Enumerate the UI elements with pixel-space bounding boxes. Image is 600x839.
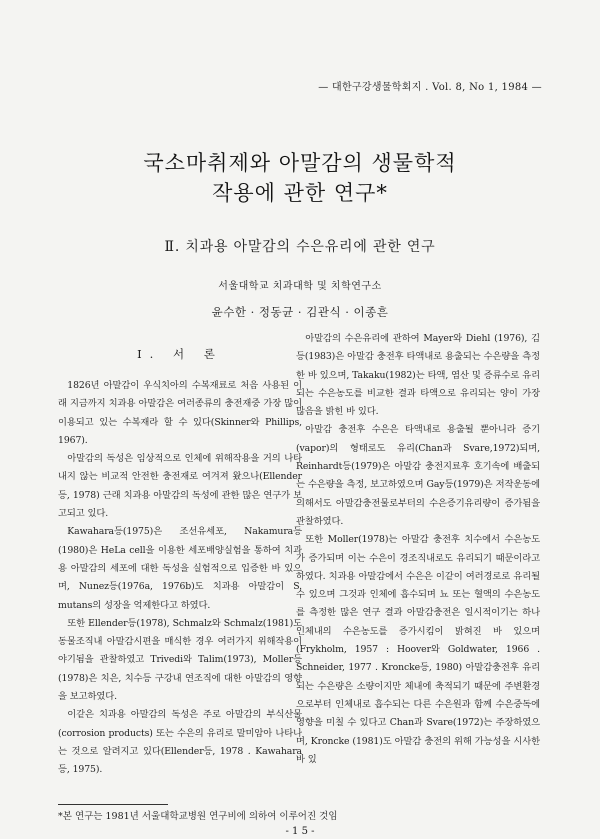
left-column	[58, 377, 302, 780]
journal-header: — 대한구강생물학회지 . Vol. 8, No 1, 1984 —	[318, 82, 542, 93]
paragraph: 이같은 치과용 아말감의 독성은 주로 아말감의 부식산물(corrosion products) 또는 수은의 유리로 말미암아 나타나는 것으로 알려지고 있다(Ellender등, 1978 . Kawahara등, 1975).	[58, 709, 302, 776]
paragraph: Kawahara등(1975)은 조선유세포, Nakamura등(1980)은 HeLa cell을 이용한 세포배양실험을 통하여 치과용 아말감의 세포에 대한 독성을 실험적으로 입증한 바 있으며, Nunez등(1976a, 1976b)도 치과용 아말감이 S. mutans의 성장을 억제한다고 하였다.	[58, 526, 302, 611]
paragraph: 아말감의 수은유리에 관하여 Mayer와 Diehl (1976), 김등(1983)은 아말감 충전후 타액내로 용출되는 수은량을 측정한 바 있으며, Takaku(1982)는 타액, 염산 및 증류수로 유리되는 수은농도를 비교한 결과 타액으로 유리되는 양이 가장 많음을 밝힌 바 있다.	[296, 333, 540, 418]
title-line-1: 국소마취제와 아말감의 생물학적	[143, 151, 457, 175]
authors: 윤수한 · 정동균 · 김관식 · 이종흔	[211, 305, 389, 319]
right-column	[296, 330, 540, 769]
page-number: - 1 5 -	[285, 826, 315, 837]
paragraph: 또한 Moller(1978)는 아말감 충전후 치수에서 수은농도가 증가되며 이는 수은이 경조직내로도 유리되기 때문이라고 하였다. 치과용 아말감에서 수은은 이같이 여러경로로 유리될 수 있으며 그것과 인체에 흡수되며 뇨 또는 혈액의 수은농도를 측정한 많은 연구 결과 아말감충전은 일시적이기는 하나 인체내의 수은농도를 증가시킴이 밝혀진 바 있으며(Frykholm, 1957 : Hoover와 Goldwater, 1966 . Schneider, 1977 . Kroncke등, 1980) 아말감충전후 유리되는 수은량은 소량이지만 체내에 축적되기 때문에 주변환경으로부터 인체내로 흡수되는 다른 수은원과 함께 수은중독에 영향을 미칠 수 있다고 Chan과 Svare(1972)는 주장하였으며, Kroncke (1981)도 아말감 충전의 위해 가능성을 시사한 바 있	[296, 534, 540, 765]
paper-subtitle: Ⅱ. 치과용 아말감의 수은유리에 관한 연구	[164, 239, 436, 255]
paragraph: 또한 Ellender등(1978), Schmalz와 Schmalz(1981)도 동물조직내 아말감시편을 매식한 경우 여러가지 위해작용이 야기됨을 관찰하였고 Trivedi와 Talim(1973), Moller등(1978)은 치은, 치수등 구강내 연조직에 대한 아말감의 영향을 보고하였다.	[58, 617, 302, 703]
title-line-2: 작용에 관한 연구*	[212, 181, 388, 205]
paper-title	[0, 148, 600, 208]
footnote-rule	[58, 804, 168, 805]
paragraph: 1826년 아말감이 우식치아의 수복재료로 처음 사용된 이래 지금까지 치과용 아말감은 여러종류의 충전재중 가장 많이 이용되고 있는 수복재라 할 수 있다(Skinner와 Phillips, 1967).	[58, 380, 302, 446]
paragraph: 아말감 충전후 수은은 타액내로 용출될 뿐아니라 증기(vapor)의 형태로도 유리(Chan과 Svare,1972)되며, Reinhardt등(1979)은 아말감 충전지료후 호기속에 배출되는 수은량을 측정, 보고하였으며 Gay등(1979)은 저작운동에 의해서도 아말감충전물로부터의 수은증기유리량이 증가됨을 관찰하였다.	[296, 424, 540, 527]
footnote: *본 연구는 1981년 서울대학교병원 연구비에 의하여 이루어진 것임	[58, 811, 338, 822]
affiliation: 서울대학교 치과대학 및 치학연구소	[218, 281, 382, 292]
section-heading: Ⅰ. 서 론	[137, 347, 223, 361]
paragraph: 아말감의 독성은 임상적으로 인체에 위해작용을 거의 나타내지 않는 비교적 안전한 충전재로 여겨져 왔으나(Ellender등, 1978) 근래 치과용 아말감의 독성에 관한 많은 연구가 보고되고 있다.	[58, 453, 302, 520]
